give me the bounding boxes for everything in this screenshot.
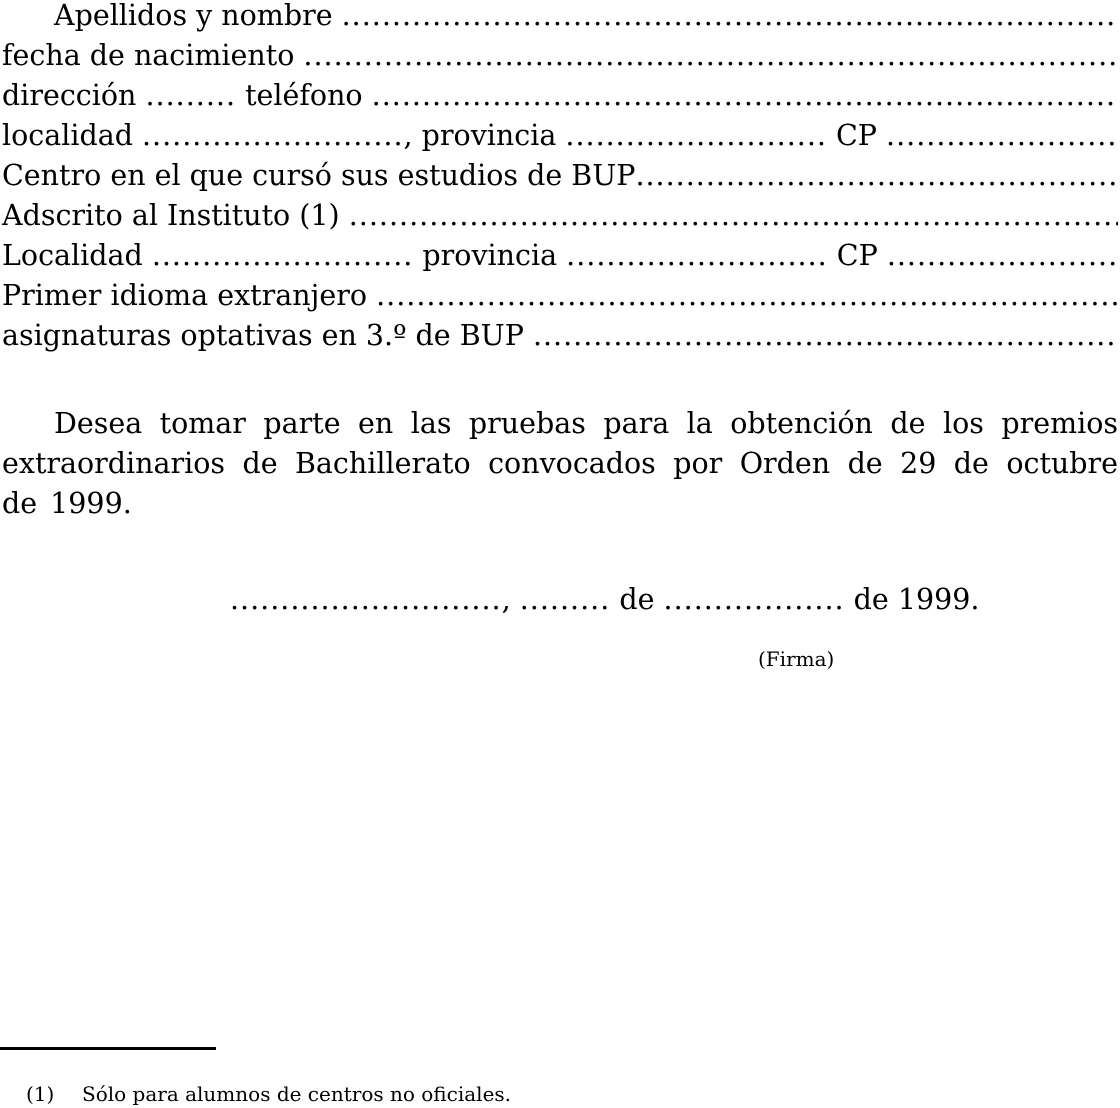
label-primer-idioma: Primer idioma extranjero <box>2 279 377 312</box>
application-form-fields <box>2 0 1118 356</box>
footnote <box>26 1080 511 1108</box>
field-primer-idioma <box>2 276 1118 316</box>
field-centro-bup <box>2 156 1118 196</box>
blank-centro-bup <box>635 156 1118 196</box>
label-adscrito-instituto: Adscrito al Instituto (1) <box>2 199 349 232</box>
label-localidad2: Localidad <box>2 239 152 272</box>
date-year-label: de 1999. <box>844 583 980 616</box>
date-de-label: de <box>610 583 664 616</box>
blank-fecha-nacimiento <box>303 36 1118 76</box>
request-paragraph: Desea tomar parte en las pruebas para la obtención de los premios extraordinarios de Bachillerato convocados por Orden de 29 de octubre de 1999. <box>2 407 1118 520</box>
label-direccion: dirección <box>2 79 146 112</box>
field-asignaturas-optativas <box>2 316 1118 356</box>
label-centro-bup: Centro en el que cursó sus estudios de BUP <box>2 159 636 192</box>
blank-asignaturas-optativas <box>533 316 1118 356</box>
blank-direccion: ......... <box>145 79 237 112</box>
label-provincia2: provincia <box>413 239 567 272</box>
blank-provincia: .......................... <box>565 119 827 152</box>
date-signature-line <box>230 580 979 620</box>
label-fecha-nacimiento: fecha de nacimiento <box>2 39 304 72</box>
field-localidad-provincia-cp <box>2 116 1118 156</box>
blank-cp2 <box>887 236 1118 276</box>
blank-telefono <box>372 76 1118 116</box>
blank-month: .................. <box>663 583 845 616</box>
label-cp2: CP <box>827 239 887 272</box>
blank-apellidos-nombre <box>342 0 1118 36</box>
footnote-text: Sólo para alumnos de centros no oficiales. <box>82 1082 512 1106</box>
footnote-divider <box>0 1047 216 1050</box>
label-cp: CP <box>826 119 887 152</box>
blank-cp <box>886 116 1118 156</box>
field-apellidos-nombre <box>2 0 1118 36</box>
blank-day: ......... <box>519 583 611 616</box>
blank-place: ........................... <box>230 583 502 616</box>
blank-localidad: .......................... <box>142 119 404 152</box>
date-comma: , <box>501 583 520 616</box>
label-asignaturas-optativas: asignaturas optativas en 3.º de BUP <box>2 319 533 352</box>
signature-label: (Firma) <box>758 647 835 671</box>
footnote-mark: (1) <box>26 1082 55 1106</box>
label-localidad: localidad <box>2 119 142 152</box>
blank-provincia2: .......................... <box>566 239 828 272</box>
blank-localidad2: .......................... <box>151 239 414 272</box>
label-provincia: , provincia <box>403 119 566 152</box>
blank-adscrito-instituto <box>349 196 1118 236</box>
field-adscrito-instituto <box>2 196 1118 236</box>
field-localidad2-provincia2-cp2 <box>2 236 1118 276</box>
label-telefono: teléfono <box>236 79 372 112</box>
label-apellidos-nombre: Apellidos y nombre <box>54 0 342 32</box>
field-fecha-nacimiento <box>2 36 1118 76</box>
field-direccion-telefono <box>2 76 1118 116</box>
blank-primer-idioma <box>376 276 1118 316</box>
